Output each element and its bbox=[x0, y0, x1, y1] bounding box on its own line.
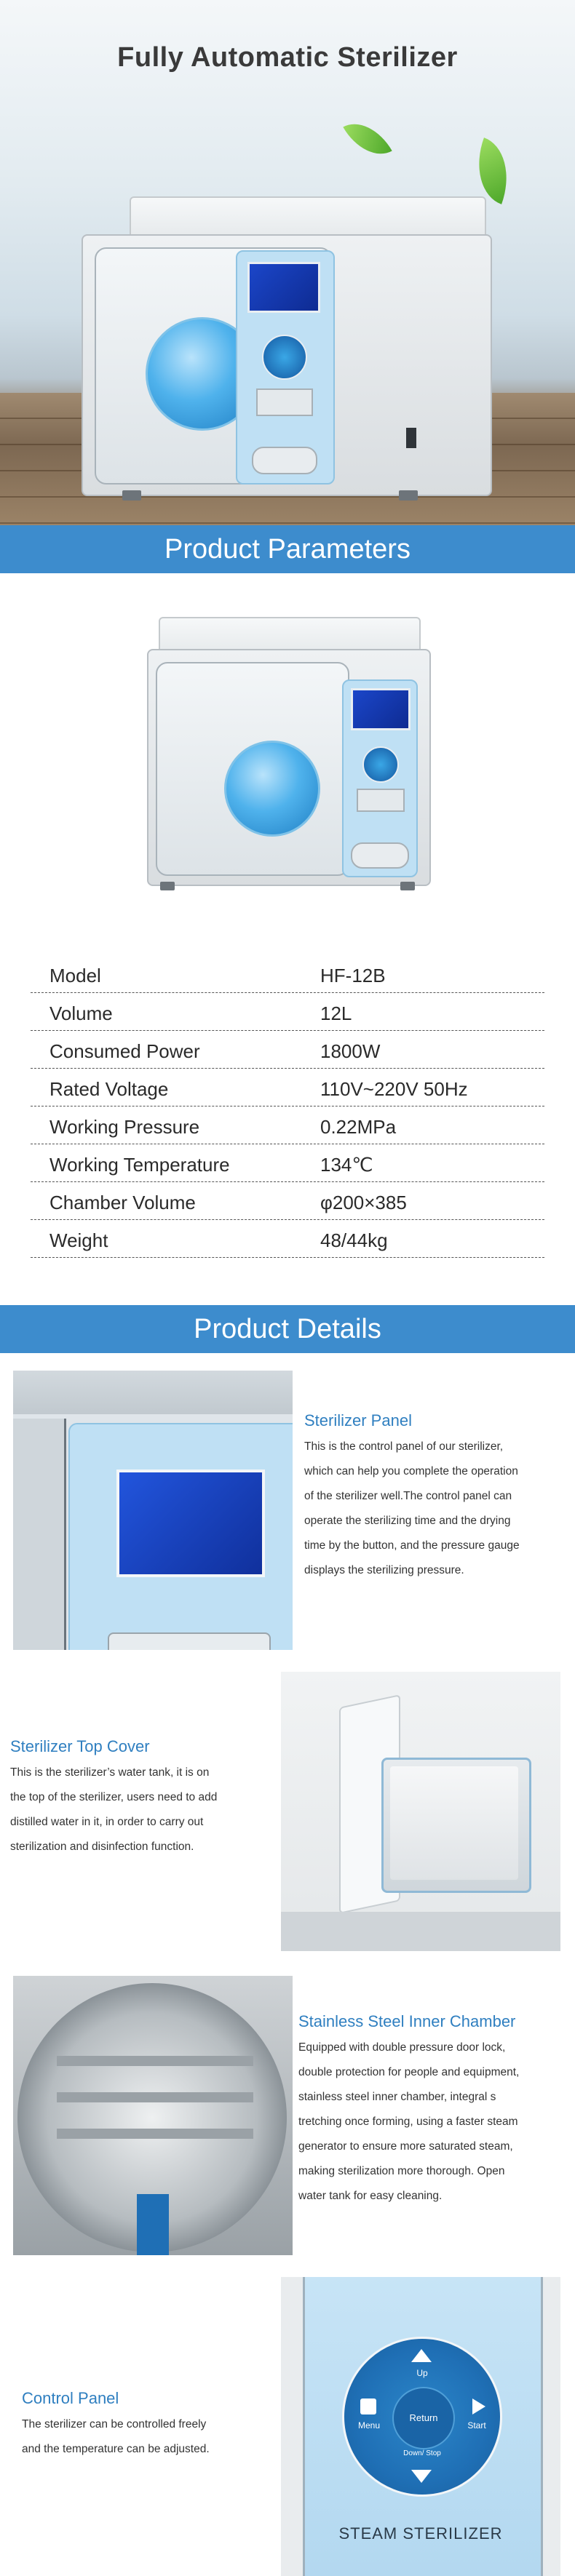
top-cover-title: Sterilizer Top Cover bbox=[10, 1737, 150, 1755]
menu-icon bbox=[360, 2398, 376, 2414]
panel-line: displays the sterilizing pressure. bbox=[304, 1564, 464, 1576]
top-cover-line: distilled water in it, in order to carry out bbox=[10, 1816, 204, 1828]
top-cover-photo bbox=[281, 1672, 560, 1951]
control-line: The sterilizer can be controlled freely bbox=[22, 2418, 207, 2431]
param-value: φ200×385 bbox=[320, 1192, 407, 1213]
top-cover-line: the top of the sterilizer, users need to add bbox=[10, 1791, 218, 1803]
chevron-up-icon bbox=[411, 2349, 432, 2362]
param-row-model bbox=[31, 956, 544, 993]
param-label: Rated Voltage bbox=[49, 1078, 169, 1100]
return-label: Return bbox=[409, 2412, 438, 2423]
parameters-sterilizer-image bbox=[146, 617, 431, 902]
param-label: Consumed Power bbox=[49, 1040, 200, 1062]
param-label: Working Pressure bbox=[49, 1116, 200, 1138]
parameters-banner bbox=[0, 525, 575, 573]
chamber-title: Stainless Steel Inner Chamber bbox=[298, 2012, 516, 2030]
up-label: Up bbox=[416, 2368, 428, 2378]
param-value: 12L bbox=[320, 1002, 352, 1024]
panel-line: time by the button, and the pressure gauge bbox=[304, 1539, 520, 1552]
param-row-chamber-volume bbox=[31, 1183, 544, 1220]
param-row-rated-voltage bbox=[31, 1069, 544, 1106]
play-icon bbox=[472, 2398, 485, 2414]
param-value: 134℃ bbox=[320, 1154, 373, 1176]
param-value: 110V~220V 50Hz bbox=[320, 1078, 468, 1100]
start-label: Start bbox=[467, 2420, 486, 2431]
chevron-down-icon bbox=[411, 2470, 432, 2483]
top-cover-description bbox=[10, 1760, 279, 1859]
control-panel-photo bbox=[281, 2277, 560, 2576]
param-label: Weight bbox=[49, 1229, 108, 1251]
param-row-consumed-power bbox=[31, 1032, 544, 1069]
param-row-weight bbox=[31, 1221, 544, 1258]
leaf-icon bbox=[343, 112, 392, 167]
param-row-working-pressure bbox=[31, 1107, 544, 1144]
param-label: Chamber Volume bbox=[49, 1192, 196, 1213]
param-value: 48/44kg bbox=[320, 1229, 388, 1251]
chamber-line: stainless steel inner chamber, integral s bbox=[298, 2091, 496, 2103]
param-label: Volume bbox=[49, 1002, 113, 1024]
param-value: HF-12B bbox=[320, 965, 386, 986]
param-row-working-temperature bbox=[31, 1145, 544, 1182]
hero-sterilizer-image bbox=[79, 196, 492, 502]
panel-description bbox=[304, 1435, 566, 1583]
keypad bbox=[342, 2337, 502, 2497]
details-heading: Product Details bbox=[194, 1314, 381, 1344]
param-value: 1800W bbox=[320, 1040, 381, 1062]
top-cover-line: This is the sterilizer’s water tank, it is on bbox=[10, 1766, 210, 1779]
chamber-line: double protection for people and equipment, bbox=[298, 2066, 520, 2078]
panel-title: Sterilizer Panel bbox=[304, 1411, 412, 1429]
details-banner bbox=[0, 1305, 575, 1353]
hero-banner bbox=[0, 0, 575, 525]
param-row-volume bbox=[31, 994, 544, 1031]
panel-closeup-photo bbox=[13, 1371, 293, 1650]
leaf-icon bbox=[464, 137, 520, 204]
brand-label: STEAM STERILIZER bbox=[338, 2524, 503, 2543]
param-label: Model bbox=[49, 965, 101, 986]
param-label: Working Temperature bbox=[49, 1154, 230, 1176]
chamber-line: tretching once forming, using a faster steam bbox=[298, 2116, 518, 2128]
panel-line: of the sterilizer well.The control panel can bbox=[304, 1490, 512, 1502]
menu-label: Menu bbox=[357, 2420, 381, 2431]
control-title: Control Panel bbox=[22, 2389, 119, 2407]
return-button[interactable] bbox=[392, 2387, 455, 2449]
control-line: and the temperature can be adjusted. bbox=[22, 2443, 210, 2455]
inner-chamber-photo bbox=[13, 1976, 293, 2255]
control-description bbox=[22, 2412, 284, 2462]
parameters-heading: Product Parameters bbox=[164, 534, 411, 565]
chamber-line: water tank for easy cleaning. bbox=[298, 2190, 443, 2202]
chamber-line: Equipped with double pressure door lock, bbox=[298, 2041, 506, 2054]
panel-line: This is the control panel of our sterilizer, bbox=[304, 1440, 504, 1453]
param-value: 0.22MPa bbox=[320, 1116, 397, 1138]
panel-line: which can help you complete the operation bbox=[304, 1465, 518, 1478]
chamber-line: generator to ensure more saturated steam, bbox=[298, 2140, 513, 2153]
panel-line: operate the sterilizing time and the drying bbox=[304, 1515, 511, 1527]
down-label: Down/ Stop bbox=[403, 2449, 441, 2457]
top-cover-line: sterilization and disinfection function. bbox=[10, 1841, 194, 1853]
chamber-description bbox=[298, 2035, 568, 2209]
hero-title: Fully Automatic Sterilizer bbox=[117, 42, 458, 73]
chamber-line: making sterilization more thorough. Open bbox=[298, 2165, 505, 2177]
